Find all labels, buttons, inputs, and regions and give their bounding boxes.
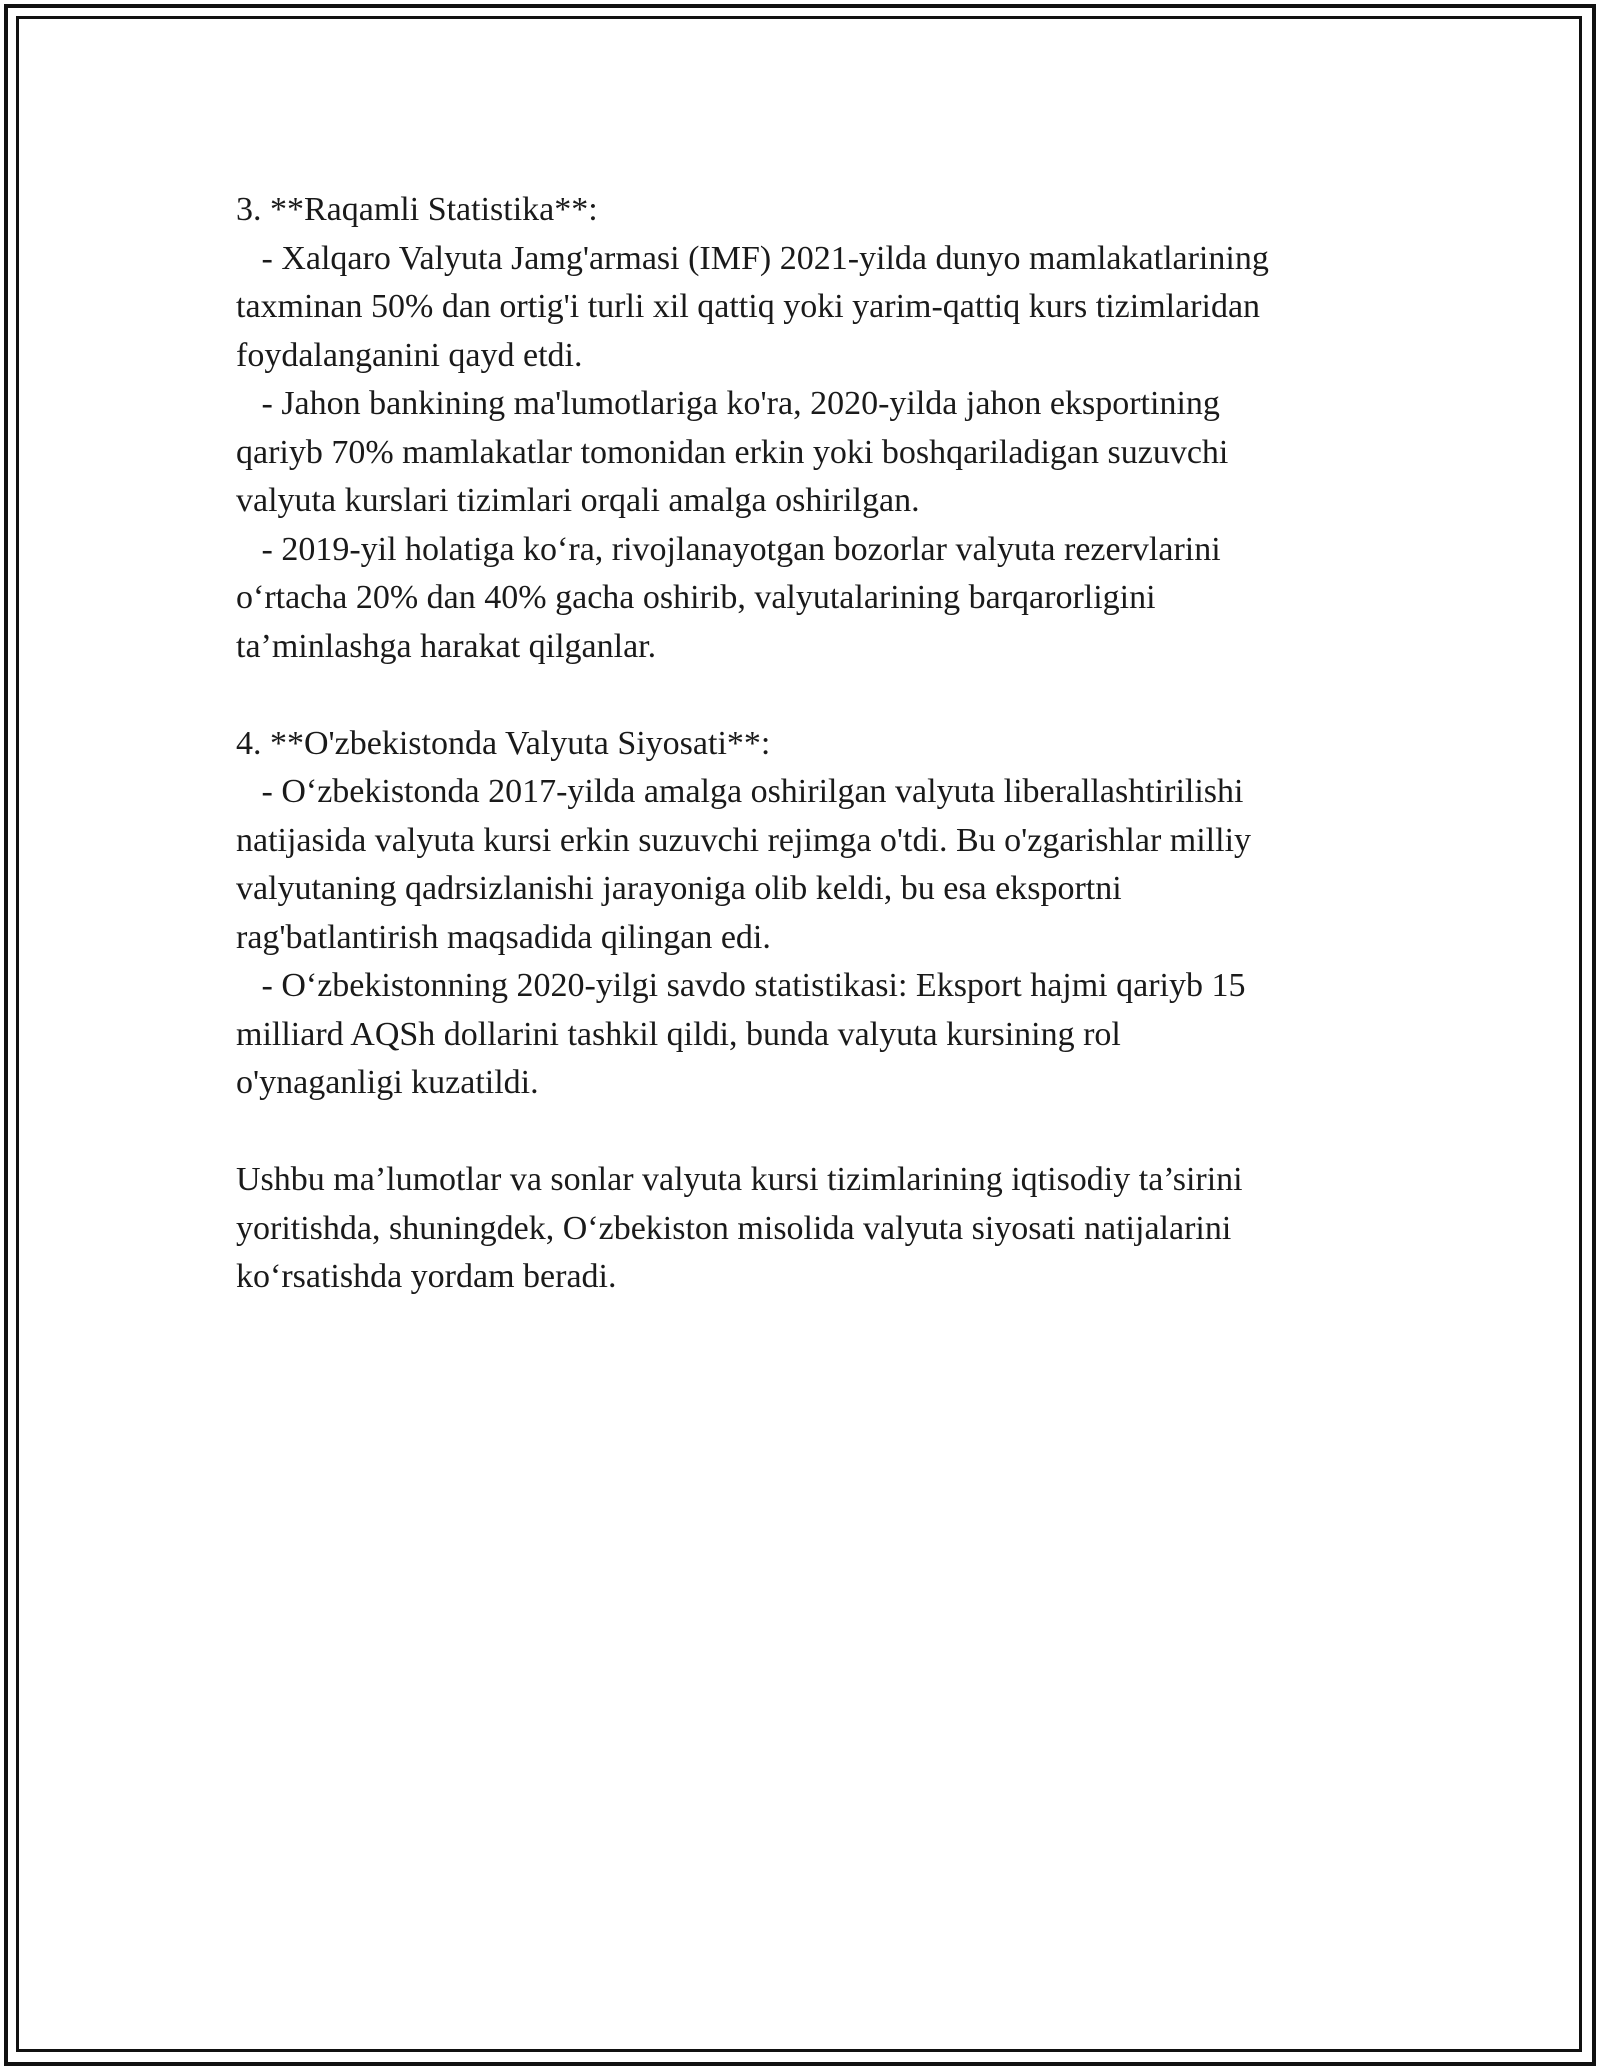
text-line: rag'batlantirish maqsadida qilingan edi.	[236, 918, 771, 956]
text-line: - O‘zbekistonning 2020-yilgi savdo statistikasi: Eksport hajmi qariyb 15	[236, 967, 1246, 1004]
section-heading: 4. **O'zbekistonda Valyuta Siyosati**:	[236, 724, 771, 762]
text-line: o‘rtacha 20% dan 40% gacha oshirib, valyutalarining barqarorligini	[236, 579, 1156, 616]
paragraph-spacer	[236, 671, 1376, 720]
section-raqamli-statistika	[236, 186, 1376, 671]
text-line: - Jahon bankining ma'lumotlariga ko'ra, 2020-yilda jahon eksportining	[236, 385, 1220, 422]
text-line: - 2019-yil holatiga ko‘ra, rivojlanayotgan bozorlar valyuta rezervlarini	[236, 530, 1221, 568]
section-heading: 3. **Raqamli Statistika**:	[236, 191, 598, 228]
text-line: ko‘rsatishda yordam beradi.	[236, 1258, 617, 1295]
text-line: milliard AQSh dollarini tashkil qildi, bunda valyuta kursining rol	[236, 1015, 1121, 1053]
bullet-liberalization-2017	[236, 768, 1376, 962]
bullet-world-bank	[236, 380, 1376, 526]
text-line: Ushbu ma’lumotlar va sonlar valyuta kursi tizimlarining iqtisodiy ta’sirini	[236, 1161, 1243, 1198]
text-line: valyuta kurslari tizimlari orqali amalga oshirilgan.	[236, 482, 920, 519]
bullet-trade-statistics-2020	[236, 962, 1376, 1108]
text-line: foydalanganini qayd etdi.	[236, 336, 583, 374]
text-line: taxminan 50% dan ortig'i turli xil qattiq yoki yarim-qattiq kurs tizimlaridan	[236, 288, 1261, 325]
paragraph-spacer	[236, 1108, 1376, 1157]
text-line: - Xalqaro Valyuta Jamg'armasi (IMF) 2021-yilda dunyo mamlakatlarining	[236, 239, 1269, 277]
text-line: qariyb 70% mamlakatlar tomonidan erkin yoki boshqariladigan suzuvchi	[236, 433, 1229, 471]
text-line: - O‘zbekistonda 2017-yilda amalga oshirilgan valyuta liberallashtirilishi	[236, 773, 1244, 810]
document-body	[236, 186, 1376, 1302]
section-uzbekistan-currency-policy	[236, 720, 1376, 1108]
bullet-imf	[236, 235, 1376, 381]
text-line: o'ynaganligi kuzatildi.	[236, 1064, 539, 1101]
text-line: natijasida valyuta kursi erkin suzuvchi rejimga o'tdi. Bu o'zgarishlar milliy	[236, 821, 1252, 859]
text-line: valyutaning qadrsizlanishi jarayoniga olib keldi, bu esa eksportni	[236, 870, 1122, 907]
conclusion-paragraph	[236, 1156, 1376, 1302]
bullet-emerging-markets	[236, 526, 1376, 672]
text-line: yoritishda, shuningdek, O‘zbekiston misolida valyuta siyosati natijalarini	[236, 1209, 1232, 1247]
text-line: ta’minlashga harakat qilganlar.	[236, 627, 657, 665]
